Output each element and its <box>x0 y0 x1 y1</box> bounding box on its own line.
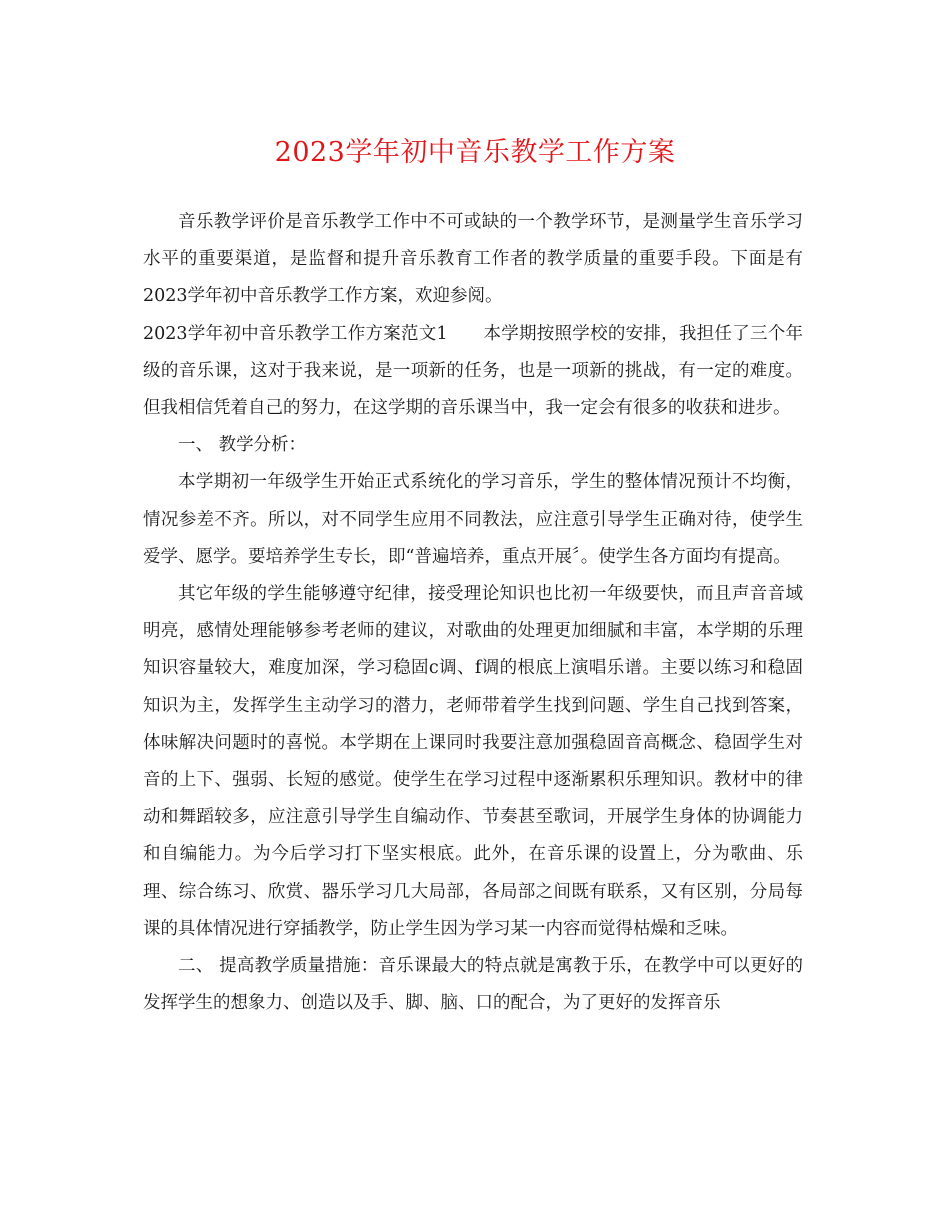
paragraph-other-grades: 其它年级的学生能够遵守纪律，接受理论知识也比初一年级要快，而且声音音域明亮，感情处理能够参考老师的建议，对歌曲的处理更加细腻和丰富，本学期的乐理知识容量较大，难度加深，学习稳固c调、f调的根底上演唱乐谱。主要以练习和稳固知识为主，发挥学生主动学习的潜力，老师带着学生找到问题、学生自己找到答案，体味解决问题时的喜悦。本学期在上课同时我要注意加强稳固音高概念、稳固学生对音的上下、强弱、长短的感觉。使学生在学习过程中逐渐累积乐理知识。教材中的律动和舞蹈较多，应注意引导学生自编动作、节奏甚至歌词，开展学生身体的协调能力和自编能力。为今后学习打下坚实根底。此外，在音乐课的设置上，分为歌曲、乐理、综合练习、欣赏、器乐学习几大局部，各局部之间既有联系，又有区别，分局每课的具体情况进行穿插教学，防止学生因为学习某一内容而觉得枯燥和乏味。 <box>143 584 803 939</box>
document-title: 2023学年初中音乐教学工作方案 <box>274 137 676 168</box>
section-heading-teaching-analysis: 一、 教学分析： <box>178 435 307 456</box>
intro-paragraph: 音乐教学评价是音乐教学工作中不可或缺的一个教学环节，是测量学生音乐学习水平的重要渠道，是监督和提升音乐教育工作者的教学质量的重要手段。下面是有2023学年初中音乐教学工作方案，欢迎参阅。 <box>143 212 803 307</box>
sample-heading-paragraph: 2023学年初中音乐教学工作方案范文1 本学期按照学校的安排，我担任了三个年级的音乐课，这对于我来说，是一项新的任务，也是一项新的挑战，有一定的难度。但我相信凭着自己的努力，在这学期的音乐课当中，我一定会有很多的收获和进步。 <box>143 323 803 419</box>
document-body <box>143 204 803 1022</box>
paragraph-quality-measures: 二、 提高教学质量措施：音乐课最大的特点就是寓教于乐，在教学中可以更好的发挥学生的想象力、创造以及手、脚、脑、口的配合，为了更好的发挥音乐 <box>143 956 803 1014</box>
paragraph-grade-one: 本学期初一年级学生开始正式系统化的学习音乐，学生的整体情况预计不均衡，情况参差不齐。所以，对不同学生应用不同教法，应注意引导学生正确对待，使学生爱学、愿学。要培养学生专长，即“普遍培养，重点开展〞。使学生各方面均有提高。 <box>143 472 803 567</box>
